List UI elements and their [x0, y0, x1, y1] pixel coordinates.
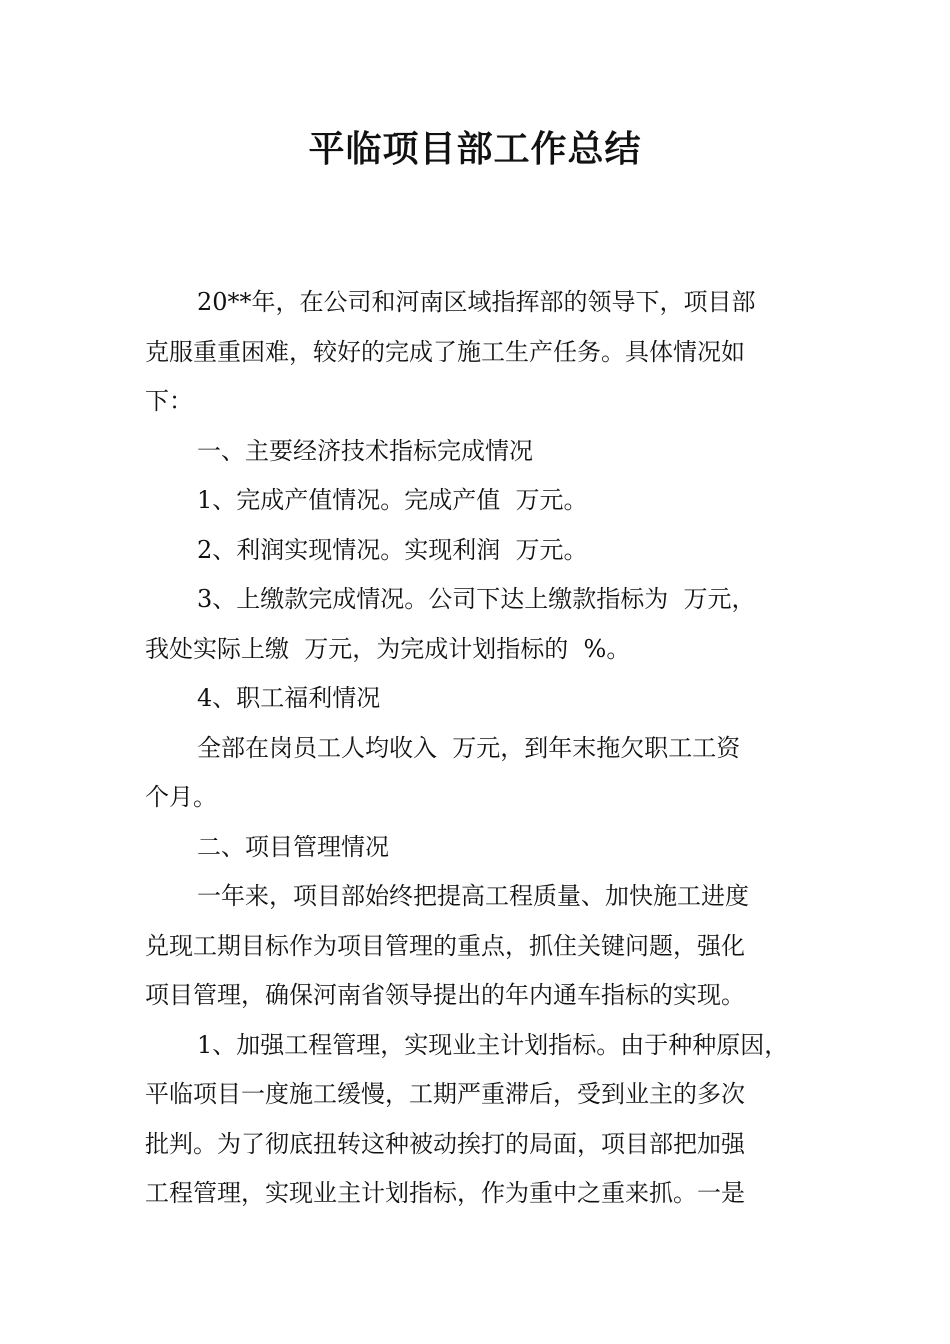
paragraph-line: 1、完成产值情况。完成产值 万元。	[197, 486, 588, 514]
paragraph-line: 兑现工期目标作为项目管理的重点，抓住关键问题，强化	[145, 931, 745, 960]
paragraph-line: 一年来，项目部始终把提高工程质量、加快施工进度	[197, 882, 749, 910]
paragraph-line: 20**年，在公司和河南区域指挥部的领导下，项目部	[197, 288, 756, 316]
document-title: 平临项目部工作总结	[308, 129, 642, 170]
subsection-heading: 4、职工福利情况	[197, 684, 381, 712]
document-body	[145, 278, 810, 1219]
paragraph-line: 2、利润实现情况。实现利润 万元。	[197, 535, 588, 564]
paragraph-line: 我处实际上缴 万元，为完成计划指标的 %。	[145, 634, 631, 663]
paragraph-line: 全部在岗员工人均收入 万元，到年末拖欠职工工资	[197, 733, 741, 762]
paragraph-line: 平临项目一度施工缓慢，工期严重滞后，受到业主的多次	[145, 1080, 745, 1108]
section-heading: 二、项目管理情况	[197, 832, 389, 861]
paragraph-line: 克服重重困难，较好的完成了施工生产任务。具体情况如	[145, 337, 745, 366]
paragraph-line: 下：	[145, 387, 193, 415]
paragraph-line: 1、加强工程管理，实现业主计划指标。由于种种原因，	[197, 1030, 789, 1059]
paragraph-line: 批判。为了彻底扭转这种被动挨打的局面，项目部把加强	[145, 1129, 745, 1158]
paragraph-line: 项目管理，确保河南省领导提出的年内通车指标的实现。	[145, 981, 745, 1009]
paragraph-line: 工程管理，实现业主计划指标，作为重中之重来抓。一是	[145, 1179, 745, 1207]
paragraph-line: 个月。	[145, 783, 217, 811]
section-heading: 一、主要经济技术指标完成情况	[197, 436, 533, 465]
paragraph-line: 3、上缴款完成情况。公司下达上缴款指标为 万元，	[197, 585, 756, 613]
